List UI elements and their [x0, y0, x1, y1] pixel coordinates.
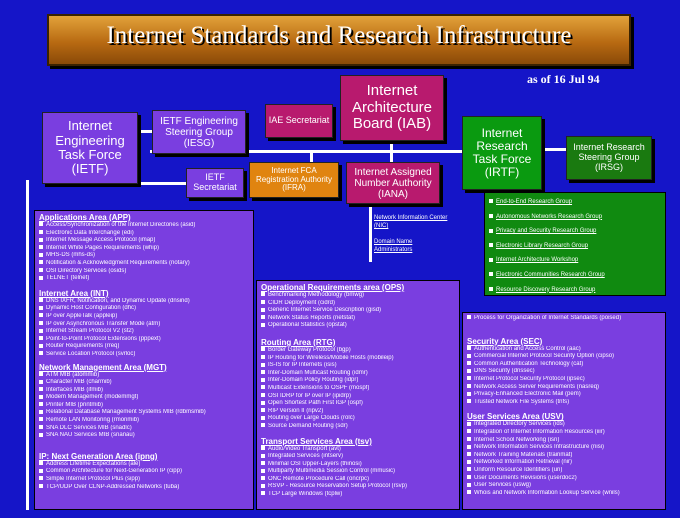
- iab-label: Internet Architecture Board (IAB): [351, 82, 433, 133]
- working-group-item: Multicast Extensions to OSPF (mospf): [261, 385, 455, 393]
- working-group-item: RSVP - Resource Reservation Setup Protocol (rsvp): [261, 483, 455, 491]
- research-group-item: Electronic Library Research Group: [489, 239, 661, 254]
- working-group-item: Notification & Acknowledgment Requirements (notary): [39, 260, 249, 268]
- iae-secretariat-label: IAE Secretariat: [268, 115, 330, 126]
- irsg-box: [566, 136, 652, 180]
- working-group-item: ONC Remote Procedure Call (oncrpc): [261, 476, 455, 484]
- working-group-item: Dynamic Host Configuration (dhc): [39, 305, 249, 313]
- working-group-item: Source Demand Routing (sdr): [261, 423, 455, 431]
- research-group-item: Internet Architecture Workshop: [489, 253, 661, 268]
- connector-irtf-irsg: [540, 148, 567, 151]
- working-group-item: IP Routing for Wireless/Mobile Hosts (mobileip): [261, 355, 455, 363]
- working-group-item: SNA NAU Services MIB (snanau): [39, 432, 249, 440]
- area-list-int: [39, 298, 249, 359]
- ietf-areas-left-panel: [34, 210, 254, 510]
- ietf-secretariat-label: IETF Secretariat: [193, 172, 237, 192]
- working-group-item: RIP Version II (ripv2): [261, 408, 455, 416]
- working-group-item: Common Authentication Technology (cat): [467, 361, 661, 369]
- working-group-item: Remote LAN Monitoring (rmonmib): [39, 417, 249, 425]
- working-group-item: Internet Message Access Protocol (imap): [39, 237, 249, 245]
- irtf-label: Internet Research Task Force (IRTF): [472, 125, 532, 180]
- working-group-item: Electronic Data Interchange (edi): [39, 230, 249, 238]
- working-group-item: DNS Security (dnssec): [467, 368, 661, 376]
- working-group-item: Trusted Network File Systems (tnfs): [467, 399, 661, 407]
- area-title-int: Internet Area (INT): [39, 288, 109, 298]
- ifra-label: Internet FCA Registration Authority (IFRA): [255, 165, 333, 193]
- area-title-mgt: Network Management Area (MGT): [39, 362, 167, 372]
- working-group-item: Border Gateway Protocol (bgp): [261, 347, 455, 355]
- working-group-item: Relational Database Management Systems MIB (rdbmsmib): [39, 409, 249, 417]
- working-group-item: Integration of Internet Information Resources (iiir): [467, 429, 661, 437]
- connector-ietf-areas: [26, 180, 29, 510]
- working-group-item: Network Status Reports (netstat): [261, 315, 455, 323]
- area-list-ops: [261, 292, 455, 330]
- ietf-box: [42, 112, 138, 184]
- working-group-item: Internet Protocol Security Protocol (ipsec): [467, 376, 661, 384]
- connector-ietf-sec: [138, 182, 186, 185]
- iesg-box: [152, 110, 246, 154]
- ietf-secretariat-box: [186, 168, 244, 198]
- working-group-item: Generic Internet Service Description (gisd): [261, 307, 455, 315]
- working-group-item: Uniform Resource Identifiers (uri): [467, 467, 661, 475]
- working-group-item: DNS IXFR, Notification, and Dynamic Update (dnsind): [39, 298, 249, 306]
- research-group-item: Privacy and Security Research Group: [489, 224, 661, 239]
- working-group-item: Inter-Domain Policy Routing (idpr): [261, 377, 455, 385]
- working-group-item: Privacy-Enhanced Electronic Mail (pem): [467, 391, 661, 399]
- working-group-item: Authentication and Access Control (aac): [467, 346, 661, 354]
- working-group-item: Network Training Materials (trainmat): [467, 452, 661, 460]
- area-title-ipng: IP: Next Generation Area (ipng): [39, 451, 158, 461]
- working-group-item: Multiparty Multimedia Session Control (mmusic): [261, 468, 455, 476]
- area-title-ops: Operational Requirements area (OPS): [261, 283, 405, 292]
- area-list-sec: [467, 346, 661, 407]
- research-groups-panel: [484, 192, 666, 296]
- area-list-app: [39, 222, 249, 283]
- research-group-item: Electronic Communities Research Group: [489, 268, 661, 283]
- research-group-item: End-to-End Research Group: [489, 195, 661, 210]
- area-title-sec: Security Area (SEC): [467, 336, 543, 346]
- working-group-item: Networked Information Retrieval (nir): [467, 459, 661, 467]
- diagram-title: Internet Standards and Research Infrastructure: [106, 22, 572, 49]
- working-group-item: Service Location Protocol (svrloc): [39, 351, 249, 359]
- area-list-gen: [467, 315, 661, 323]
- working-group-item: TCP Large Windows (tcplw): [261, 491, 455, 499]
- area-list-rtg: [261, 347, 455, 431]
- working-group-item: User Documents Revisions (userdoc2): [467, 475, 661, 483]
- area-title-usv: User Services Area (USV): [467, 412, 564, 422]
- working-group-item: OSI IDRP for IP over IP (ipidrp): [261, 393, 455, 401]
- working-group-item: CIDR Deployment (cidrd): [261, 300, 455, 308]
- working-group-item: Benchmarking Methodology (bmwg): [261, 292, 455, 300]
- working-group-item: Character MIB (charmib): [39, 379, 249, 387]
- iab-box: [340, 75, 444, 141]
- working-group-item: Internet Stream Protocol V2 (st2): [39, 328, 249, 336]
- irsg-label: Internet Research Steering Group (IRSG): [573, 142, 645, 172]
- iana-notes: [364, 214, 450, 254]
- as-of-date: as of 16 Jul 94: [527, 72, 600, 86]
- working-group-item: MHS-DS (mhs-ds): [39, 252, 249, 260]
- iana-note-domain: Domain Name Administrators: [374, 239, 413, 253]
- working-group-item: TCP/UDP Over CLNP-Addressed Networks (tuba): [39, 484, 249, 492]
- working-group-item: Router Requirements (rreq): [39, 343, 249, 351]
- working-group-item: IP over AppleTalk (appleip): [39, 313, 249, 321]
- working-group-item: Modem Management (modemmgt): [39, 394, 249, 402]
- ifra-box: [249, 162, 339, 198]
- working-group-item: SNA DLC Services MIB (snadlc): [39, 425, 249, 433]
- working-group-item: Audio/Video Transport (avt): [261, 446, 455, 454]
- working-group-item: Integrated Services (intserv): [261, 453, 455, 461]
- working-group-item: Process for Organization of Internet Standards (poised): [467, 315, 661, 323]
- working-group-item: Commercial Internet Protocol Security Option (cipso): [467, 353, 661, 361]
- ietf-areas-right-panel: [462, 312, 666, 510]
- working-group-item: OSI Directory Services (osids): [39, 268, 249, 276]
- working-group-item: Network Information Services Infrastructure (nisi): [467, 444, 661, 452]
- research-group-item: Autonomous Networks Research Group: [489, 210, 661, 225]
- working-group-item: Internet White Pages Requirements (whip): [39, 245, 249, 253]
- working-group-item: Address Lifetime Expectations (ale): [39, 461, 249, 469]
- area-list-mgt: [39, 372, 249, 440]
- iae-secretariat-box: [265, 104, 333, 138]
- working-group-item: TELNET (telnet): [39, 275, 249, 283]
- area-title-tsv: Transport Services Area (tsv): [261, 436, 372, 446]
- working-group-item: Printer MIB (printmib): [39, 402, 249, 410]
- working-group-item: User Services (uswg): [467, 482, 661, 490]
- iana-note-nic: Network Information Center (NIC): [374, 215, 448, 229]
- working-group-item: Internet School Networking (isn): [467, 437, 661, 445]
- area-title-rtg: Routing Area (RTG): [261, 337, 336, 347]
- area-list-tsv: [261, 446, 455, 499]
- working-group-item: IP over Asynchronous Transfer Mode (atm): [39, 321, 249, 329]
- working-group-item: Interfaces MIB (ifmib): [39, 387, 249, 395]
- research-group-item: Resource Discovery Research Group: [489, 283, 661, 298]
- area-list-usv: [467, 421, 661, 497]
- area-list-ipng: [39, 461, 249, 491]
- working-group-item: Routing over Large Clouds (rolc): [261, 415, 455, 423]
- working-group-item: Integrated Directory Services (ids): [467, 421, 661, 429]
- working-group-item: Network Access Server Requirements (nasreq): [467, 384, 661, 392]
- irtf-box: [462, 116, 542, 190]
- working-group-item: Common Architecture for Next-Generation IP (cipp): [39, 468, 249, 476]
- ietf-label: Internet Engineering Task Force (IETF): [55, 118, 125, 177]
- area-title-app: Applications Area (APP): [39, 213, 131, 222]
- research-group-list: [489, 195, 661, 297]
- working-group-item: Simple Internet Protocol Plus (sipp): [39, 476, 249, 484]
- working-group-item: ATM MIB (atommib): [39, 372, 249, 380]
- iesg-label: IETF Engineering Steering Group (IESG): [160, 115, 238, 149]
- working-group-item: Operational Statistics (opstat): [261, 322, 455, 330]
- working-group-item: Inter-Domain Multicast Routing (idmr): [261, 370, 455, 378]
- iana-box: [346, 162, 440, 204]
- working-group-item: Point-to-Point Protocol Extensions (pppext): [39, 336, 249, 344]
- working-group-item: IS-IS for IP Internets (isis): [261, 362, 455, 370]
- working-group-item: Open Shortest Path First IGP (ospf): [261, 400, 455, 408]
- working-group-item: Minimal OSI Upper-Layers (thinosi): [261, 461, 455, 469]
- working-group-item: Access/Synchronization of the Internet Directories (asid): [39, 222, 249, 230]
- iana-label: Internet Assigned Number Authority (IANA): [354, 166, 432, 200]
- ietf-areas-middle-panel: [256, 280, 460, 510]
- connector-ietf-iesg: [138, 130, 152, 133]
- working-group-item: Whois and Network Information Lookup Service (wnils): [467, 490, 661, 498]
